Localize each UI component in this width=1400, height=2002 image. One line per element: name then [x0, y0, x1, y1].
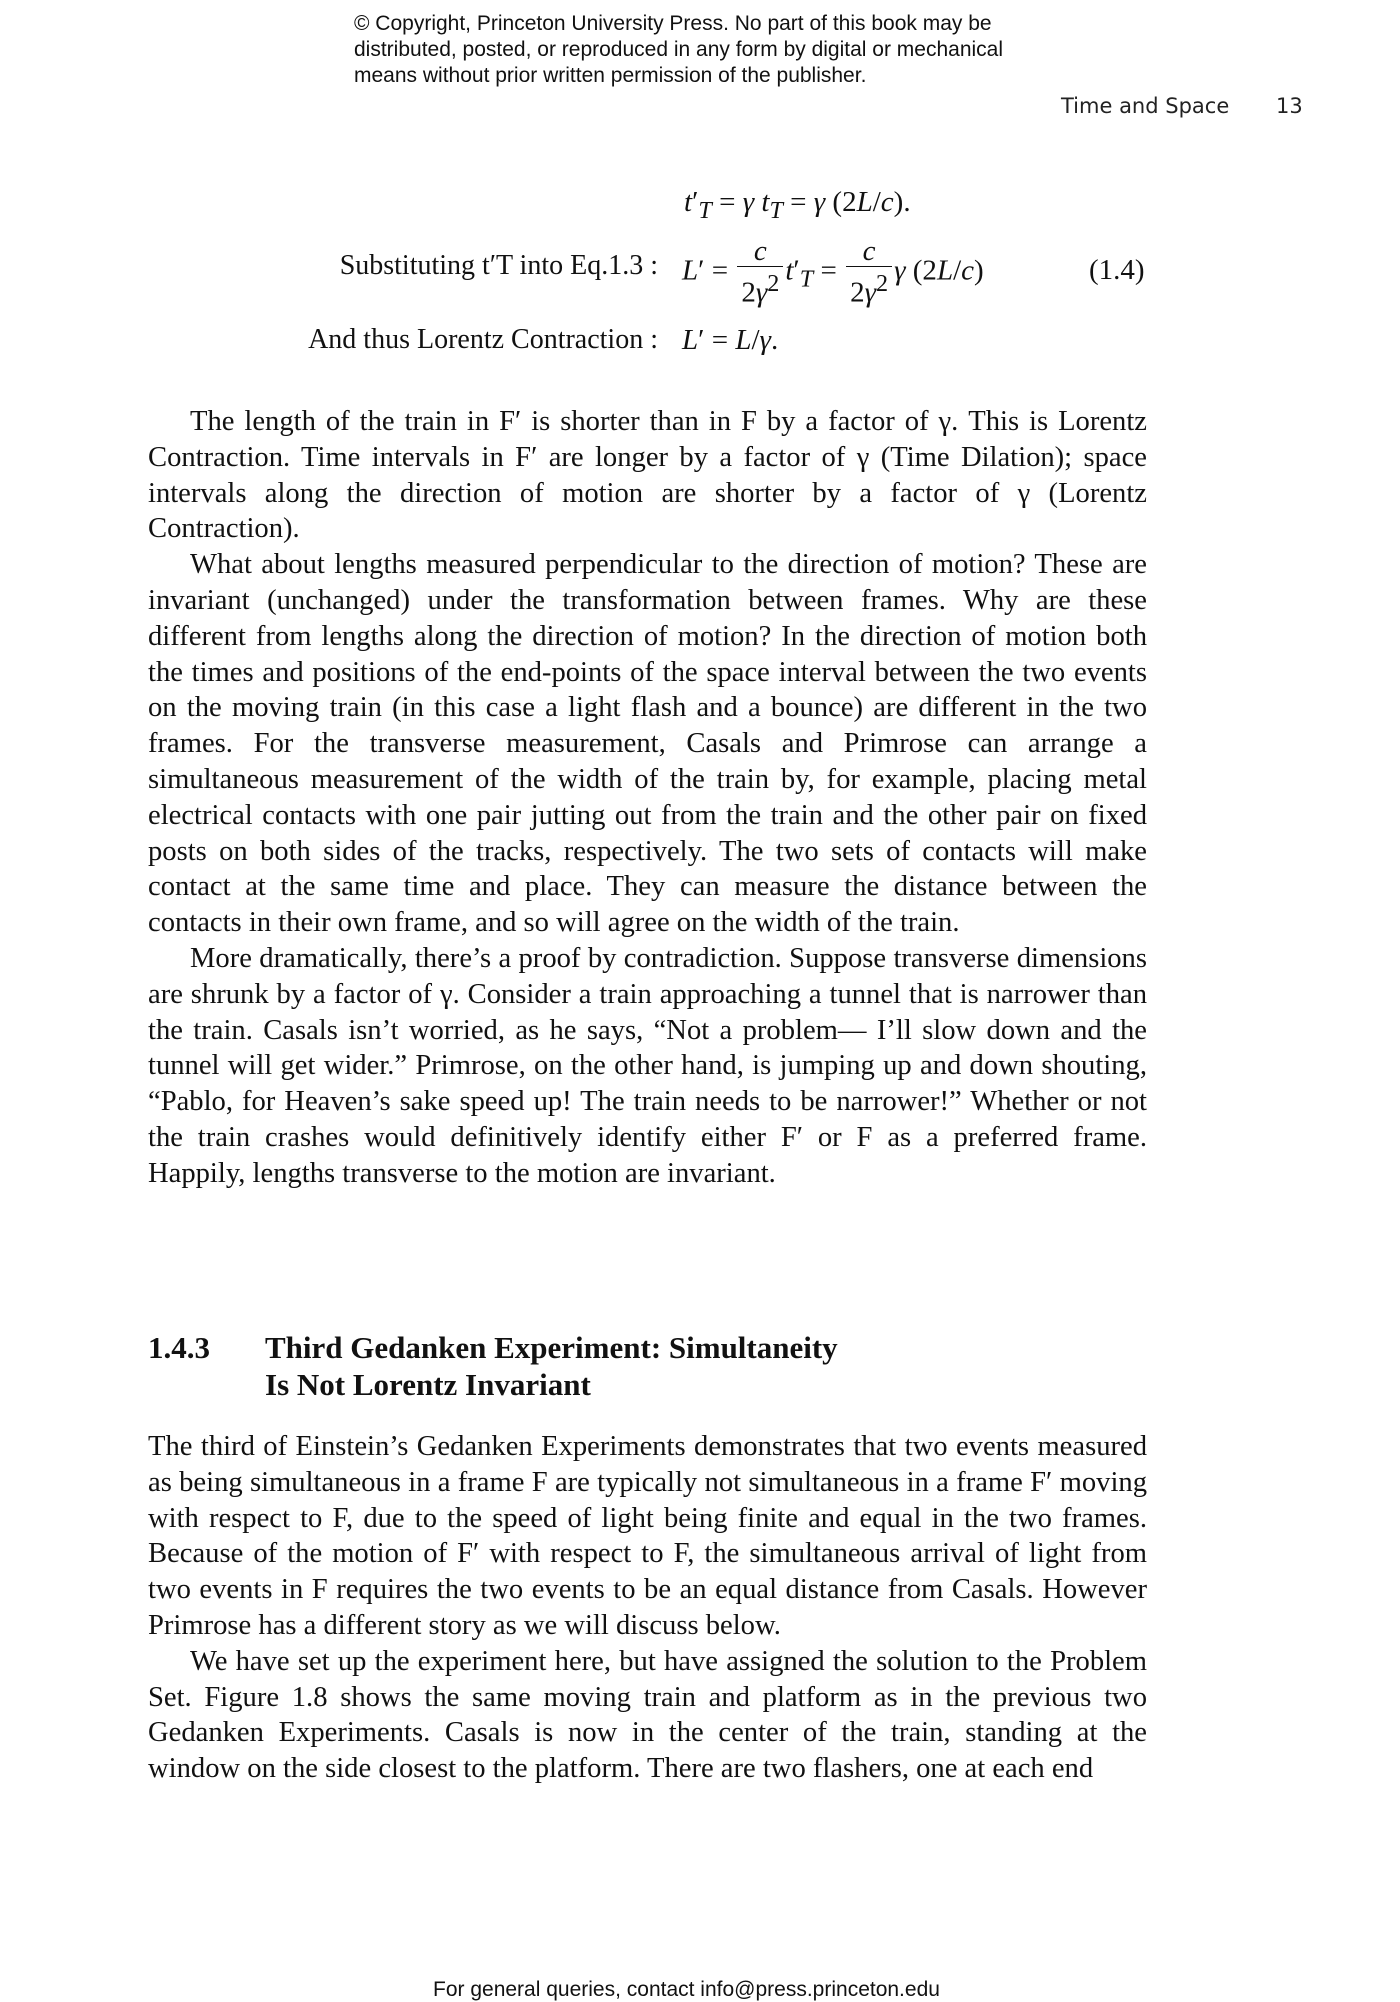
copyright-line-2: distributed, posted, or reproduced in any form by digital or mechanical [354, 38, 1004, 61]
paragraph-simultaneity-intro: The third of Einstein’s Gedanken Experiments demonstrates that two events measured as being simultaneous in a frame F are typically not simultaneous in a frame F′ moving with respect to F, due to the speed of light being finite and equal in the two frames. Because of the motion of F′ with respect to F, the simultaneous arrival of light from two events in F requires the two events to be an equal distance from Casals. However Primrose has a different story as we will discuss below. [148, 1431, 1147, 1641]
body-text-upper [148, 404, 1147, 1192]
fraction-c-over-2gamma2-second: $\frac{c}{2\gamma^2}$ [846, 236, 892, 310]
running-head-title: Time and Space [1061, 94, 1230, 118]
equation-time-dilation: $t'_T = \gamma$ $t_T = \gamma$ (2L/c). [684, 186, 911, 224]
equation-length-substitution: L′ = $\frac{c}{2\gamma^2}$ $t'_T$ = $\frac{c}{2\gamma^2}$ γ (2L/c) [682, 235, 984, 309]
copyright-line-3: means without prior written permission of the publisher. [354, 64, 867, 87]
paragraph-perpendicular-lengths: What about lengths measured perpendicular to the direction of motion? These are invariant (unchanged) under the transformation between frames. Why are these different from lengths along the direction of motion? In the direction of motion both the times and positions of the end-points of the space interval between the two events on the moving train (in this case a light flash and a bounce) are different in the two frames. For the transverse measurement, Casals and Primrose can arrange a simultaneous measurement of the width of the train by, for example, placing metal electrical contacts with one pair jutting out from the train and the other pair on fixed posts on both sides of the tracks, respectively. The two sets of contacts will make contact at the same time and place. They can measure the distance between the contacts in their own frame, and so will agree on the width of the train. [148, 549, 1147, 939]
equation-label-substituting: Substituting t′T into Eq.1.3 : [339, 250, 658, 281]
paragraph-proof-by-contradiction: More dramatically, there’s a proof by contradiction. Suppose transverse dimensions are shrunk by a factor of γ. Consider a train approaching a tunnel that is narrower than the train. Casals isn’t worried, as he says, “Not a problem— I’ll slow down and the tunnel will get wider.” Primrose, on the other hand, is jumping up and down shouting, “Pablo, for Heaven’s sake speed up! The train needs to be narrower!” Whether or not the train crashes would definitively identify either F′ or F as a preferred frame. Happily, lengths transverse to the motion are invariant. [148, 942, 1147, 1189]
paragraph-lorentz-contraction: The length of the train in F′ is shorter than in F by a factor of γ. This is Lorentz Contraction. Time intervals in F′ are longer by a factor of γ (Time Dilation); space intervals along the direction of motion are shorter by a factor of γ (Lorentz Contraction). [148, 406, 1147, 545]
copyright-notice [354, 11, 1114, 89]
body-text-lower [148, 1429, 1147, 1787]
page-number: 13 [1276, 94, 1303, 118]
footer-contact: For general queries, contact info@press.princeton.edu [433, 1978, 940, 2001]
section-title [265, 1329, 965, 1403]
section-title-line-1: Third Gedanken Experiment: Simultaneity [265, 1330, 838, 1365]
copyright-line-1: © Copyright, Princeton University Press. No part of this book may be [354, 12, 992, 35]
section-number: 1.4.3 [148, 1330, 210, 1365]
equation-number: (1.4) [1089, 254, 1145, 286]
equation-label-lorentz-contraction: And thus Lorentz Contraction : [308, 324, 658, 355]
equation-lorentz-contraction: L′ = L/γ. [682, 324, 779, 356]
fraction-c-over-2gamma2: $\frac{c}{2\gamma^2}$ [737, 236, 783, 310]
section-title-line-2: Is Not Lorentz Invariant [265, 1367, 591, 1402]
paragraph-experiment-setup: We have set up the experiment here, but have assigned the solution to the Problem Set. Figure 1.8 shows the same moving train and platform as in the previous two Gedanken Experiments. Casals is now in the center of the train, standing at the window on the side closest to the platform. There are two flashers, one at each end [148, 1645, 1147, 1785]
